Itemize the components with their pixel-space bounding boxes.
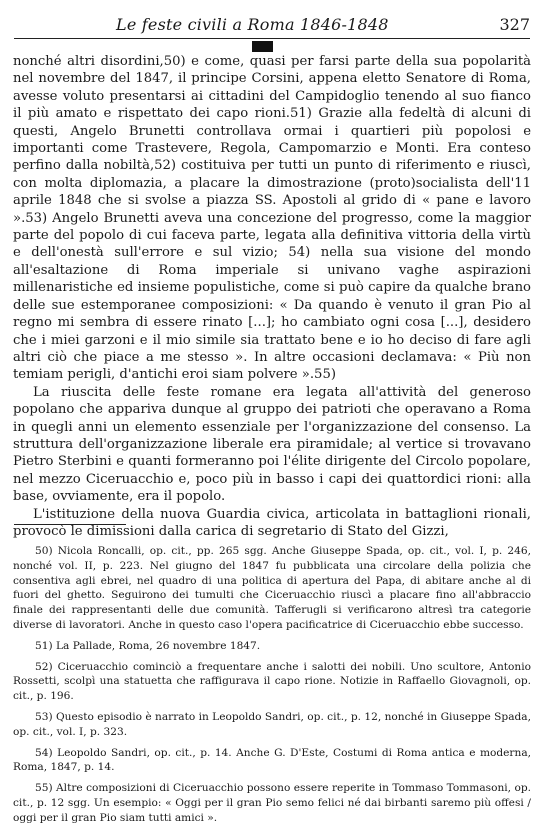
paragraph: nonché altri disordini,50) e come, quasi per farsi parte della sua popolarità nel novembre del 1847, il principe Corsini, appena eletto Senatore di Roma, avesse voluto presentarsi ai cittadini del Campidoglio tenendo al suo fianco il più amato e rispettato dei capo rioni.51) Grazie alla fedeltà di alcuni di questi, Angelo Brunetti controllava ormai i quartieri più popolosi e importanti come Trastevere, Regola, Campomarzio e Monti. Era conteso perfino dalla nobiltà,52) costituiva per tutti un punto di riferimento e riuscì, con molta diplomazia, a placare la dimostrazione (proto)socialista dell'11 aprile 1848 che si svolse a piazza SS. Apostoli al grido di « pane e lavoro ».53) Angelo Brunetti aveva una concezione del progresso, come la maggior parte del popolo di cui faceva parte, legata alla definitiva vittoria della virtù e dell'onestà sull'errore e sul vizio; 54) nella sua visione del mondo all'esaltazione di Roma imperiale si univano vaghe aspirazioni millenaristiche ed insieme populistiche, come si può capire da qualche brano delle sue estemporanee composizioni: « Da quando è venuto il gran Pio al regno mi sembra di essere rinato [...]; ho cambiato ogni cosa [...], desidero che i miei garzoni e il mio simile sia trattato bene e io ho deciso di fare agli altri ciò che piace a me stesso ». In altre occasioni declamava: « Più non temiam perigli, d'antichi eroi siam polvere ».55) bbox=[13, 54, 531, 383]
footnote-55: 55) Altre composizioni di Ciceruacchio possono essere reperite in Tommaso Tommasoni, op. cit., p. 12 sgg. Un esempio: « Oggi per il gran Pio semo felici né dai birbanti saremo più offesi / oggi per il gran Pio siam tutti amici ». bbox=[13, 782, 531, 824]
footnote-50: 50) Nicola Roncalli, op. cit., pp. 265 sgg. Anche Giuseppe Spada, op. cit., vol. I, p. 246, nonché vol. II, p. 223. Nel giugno del 1847 fu pubblicata una circolare della polizia che consentiva agli ebrei, nel quadro di una politica di apertura del Papa, di abitare anche al di fuori del ghetto. Seguirono dei tumulti che Ciceruacchio riuscì a placare fino all'abbraccio finale dei rappresentanti delle due comunità. Tafferugli si verificarono altresì tra categorie diverse di lavoratori. Anche in questo caso l'opera pacificatrice di Ciceruacchio ebbe successo. bbox=[13, 545, 531, 631]
main-text bbox=[13, 53, 531, 540]
header-rule bbox=[14, 38, 530, 39]
footnote-54: 54) Leopoldo Sandri, op. cit., p. 14. Anche G. D'Este, Costumi di Roma antica e moderna, Roma, 1847, p. 14. bbox=[13, 746, 531, 774]
redaction-mark bbox=[252, 41, 273, 52]
paragraph: L'istituzione della nuova Guardia civica, articolata in battaglioni rionali, provocò le dimissioni dalla carica di segretario di Stato del Gizzi, bbox=[13, 506, 531, 539]
page-number: 327 bbox=[499, 15, 530, 34]
footnote-53: 53) Questo episodio è narrato in Leopoldo Sandri, op. cit., p. 12, nonché in Giuseppe Spada, op. cit., vol. I, p. 323. bbox=[13, 710, 531, 738]
running-title: Le feste civili a Roma 1846-1848 bbox=[116, 15, 389, 34]
running-header bbox=[14, 11, 530, 39]
paragraph: La riuscita delle feste romane era legata all'attività del generoso popolano che appariva dunque al gruppo dei patrioti che operavano a Roma in quegli anni un elemento essenziale per l'organizzazione del consenso. La struttura dell'organizzazione liberale era piramidale; al vertice si trovavano Pietro Sterbini e quanti formeranno poi l'élite dirigente del Circolo popolare, nel mezzo Ciceruacchio e, poco più in basso i capi dei quattordici rioni: alla base, ovviamente, era il popolo. bbox=[13, 384, 531, 505]
footnote-52: 52) Ciceruacchio cominciò a frequentare anche i salotti dei nobili. Uno scultore, Antonio Rossetti, scolpì una statuetta che raffigurava il capo rione. Notizie in Raffaello Giovagnoli, op. cit., p. 196. bbox=[13, 660, 531, 703]
footnote-51: 51) La Pallade, Roma, 26 novembre 1847. bbox=[35, 639, 261, 652]
footnote-rule bbox=[14, 524, 126, 525]
footnotes bbox=[13, 544, 531, 832]
